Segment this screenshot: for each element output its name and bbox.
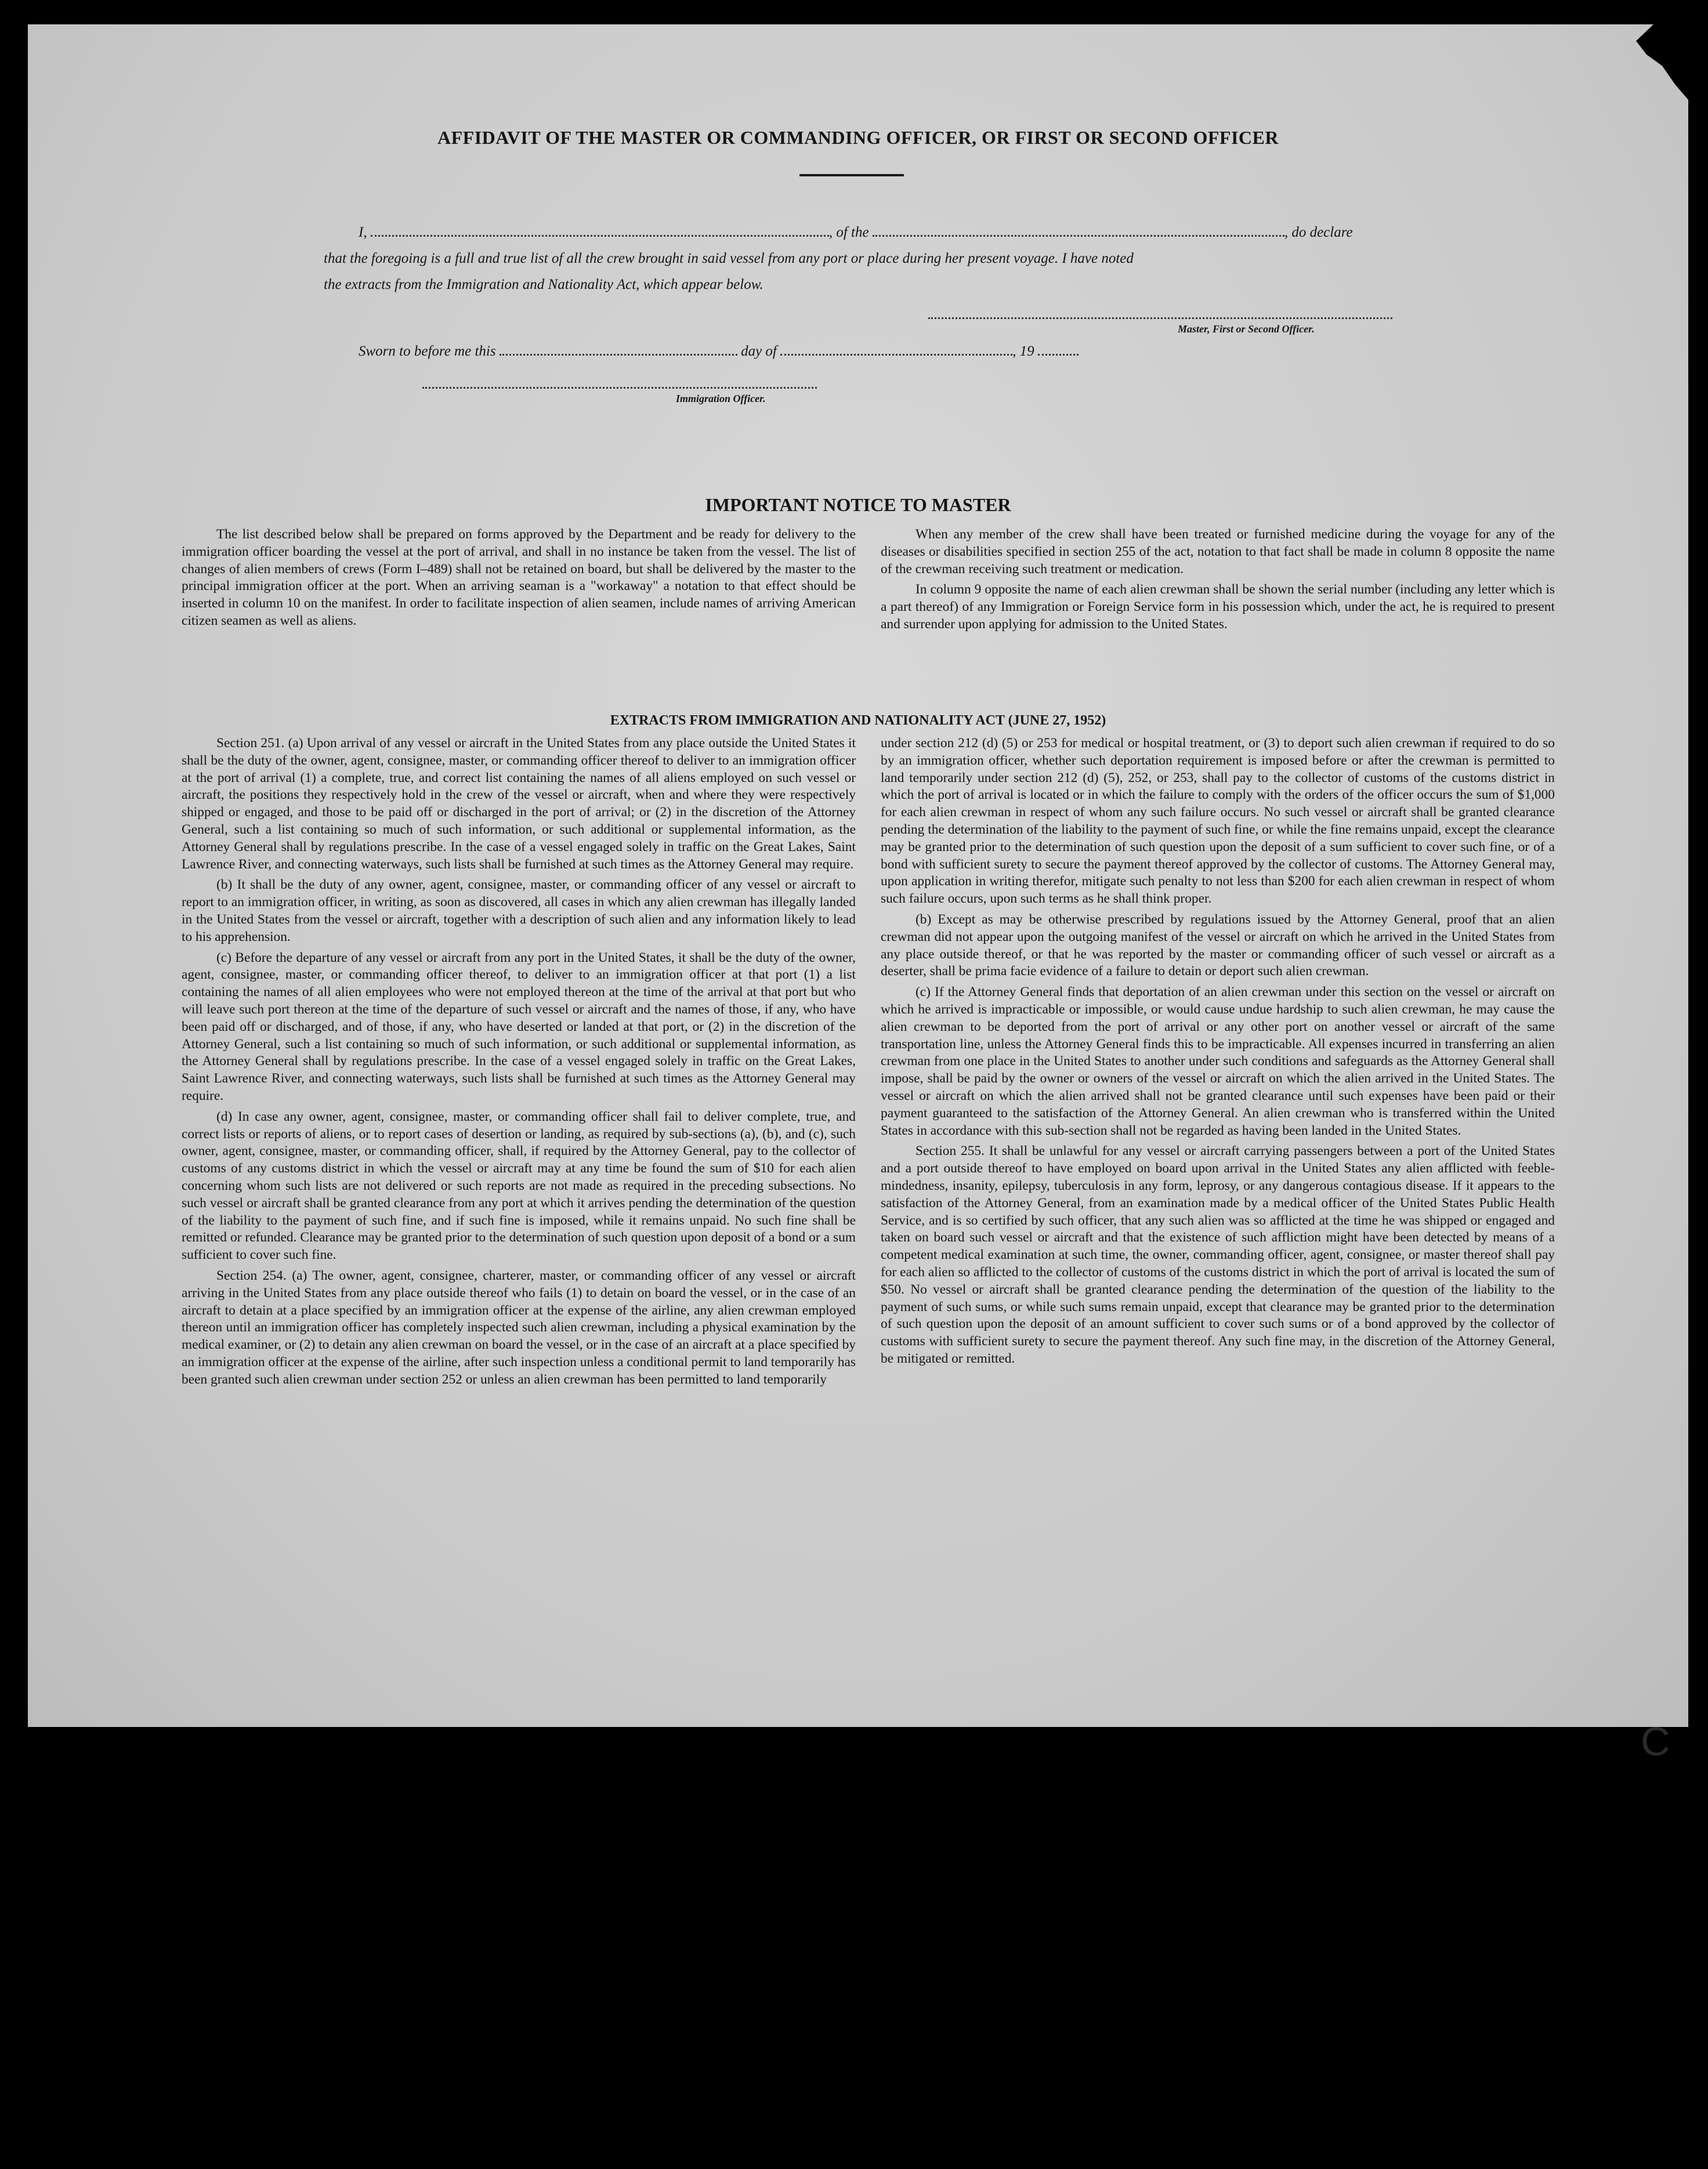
extract-section-251c: (c) Before the departure of any vessel or aircraft from any port in the United States, it shall be the duty of the owner, agent, consignee, master, or commanding officer thereof, to deliver to an immigration officer at that port (1) a list containing the names of all alien employees who were not employed thereon at the time of the arrival at that port but who will leave such port thereon at the time of the departure of such vessel or aircraft and the names of those, if any, who have been paid off or discharged, and of those, if any, who have deserted or landed at that port, or (2) in the discretion of the Attorney General, such a list containing so much of such information, or such additional or supplemental information, as the Attorney General shall by regulations prescribe. In the case of a vessel engaged solely in traffic on the Great Lakes, Saint Lawrence River, and connecting waterways, such lists shall be furnished at such times as the Attorney General may require. [182, 950, 856, 1103]
notice-right-column [881, 526, 1555, 637]
torn-corner [1601, 24, 1688, 100]
officer-label: Immigration Officer. [676, 393, 766, 404]
extract-section-254c: (c) If the Attorney General finds that deportation of an alien crewman under this section on the vessel or aircraft on which he arrived is impracticable or impossible, or would cause undue hardship to such alien crewman, he may cause the alien crewman to be deported from the port of arrival or any other port on another vessel or aircraft of the same transportation line, unless the Attorney General finds this to be impracticable. All expenses incurred in transferring an alien crewman from one place in the United States to another under such conditions and safeguards as the Attorney General shall impose, shall be paid by the owner or owners of the vessel or aircraft on which the alien arrived in the United States. The vessel or aircraft on which the alien arrived shall not be granted clearance until such expenses have been paid or their payment guaranteed to the satisfaction of the Attorney General. An alien crewman who is transferred within the United States in accordance with this sub-section shall not be regarded as having been landed in the United States. [881, 984, 1555, 1138]
affidavit-of-the: , of the [828, 224, 869, 240]
document-page [28, 24, 1688, 1764]
notice-left-column [182, 526, 856, 633]
name-blank [371, 224, 829, 237]
extract-section-254b: (b) Except as may be otherwise prescribed by regulations issued by the Attorney General, proof that an alien crewman did not appear upon the outgoing manifest of the vessel or aircraft on which he arrived in the United States from any place outside thereof, or that he was reported by the master or commanding officer of such vessel or aircraft as a deserter, shall be prima facie evidence of a failure to detain or deport such alien crewman. [881, 911, 1555, 979]
notice-right-paragraph-1: When any member of the crew shall have been treated or furnished medicine during the voyage for any of the diseases or disabilities specified in section 255 of the act, notation to that fact shall be made in column 8 opposite the name of the crewman receiving such treatment or medication. [881, 527, 1555, 577]
extract-section-251d: (d) In case any owner, agent, consignee, master, or commanding officer shall fail to deliver complete, true, and correct lists or reports of aliens, or to report cases of desertion or landing, as required by sub-sections (a), (b), and (c), such owner, agent, consignee, master, or commanding officer, shall, if required by the Attorney General, pay to the collector of customs of any customs district in which the vessel or aircraft may at any time be found the sum of $10 for each alien concerning whom such lists are not delivered or such reports are not made as required in the preceding subsections. No such vessel or aircraft shall be granted clearance from any port at which it arrives pending the determination of the question of the liability to the payment of such fine, and if such fine is imposed, while it remains unpaid. No such fine shall be remitted or refunded. Clearance may be granted prior to the determination of such question upon deposit of a bond or a sum sufficient to cover such fine. [182, 1109, 856, 1263]
notice-left-paragraph: The list described below shall be prepared on forms approved by the Department and be ready for delivery to the immigration officer boarding the vessel at the port of arrival, and shall in no instance be taken from the vessel. The list of changes of alien members of crews (Form I–489) shall not be retained on board, but shall be delivered by the master to the principal immigration officer at the port. When an arriving seaman is a "workaway" a notation to that effect should be inserted in column 10 on the manifest. In order to facilitate inspection of alien seamen, include names of arriving American citizen seamen as well as aliens. [182, 527, 856, 628]
sworn-year: , 19 [1012, 343, 1034, 359]
affidavit-line-2: that the foregoing is a full and true list of all the crew brought in said vessel from any port or place during her present voyage. I have noted [324, 251, 1134, 266]
sworn-year-blank [1038, 343, 1079, 356]
sworn-date-blank [500, 343, 737, 356]
margin-handwritten-mark: C [1641, 1719, 1670, 1764]
extracts-left-column [182, 735, 856, 1392]
affidavit-i: I, [359, 224, 367, 240]
extract-section-251a: Section 251. (a) Upon arrival of any vessel or aircraft in the United States from any place outside the United States it shall be the duty of the owner, agent, consignee, master, or commanding officer thereof to deliver to an immigration officer at the port of arrival (1) a complete, true, and correct list containing the names of all aliens employed on such vessel or aircraft, the positions they respectively hold in the crew of the vessel or aircraft, when and where they were respectively shipped or engaged, and those to be paid off or discharged in the port of arrival; or (2) in the discretion of the Attorney General, such a list containing so much of such information, or such additional or supplemental information, as the Attorney General shall by regulations prescribe. In the case of a vessel engaged solely in traffic on the Great Lakes, Saint Lawrence River, and connecting waterways, such lists shall be furnished at such times as the Attorney General may require. [182, 736, 856, 872]
extract-section-254a: Section 254. (a) The owner, agent, consignee, charterer, master, or commanding officer of any vessel or aircraft arriving in the United States from any place outside thereof who fails (1) to detain on board the vessel, or in the case of an aircraft to detain at a place specified by an immigration officer at the expense of the airline, any alien crewman employed thereon until an immigration officer has completely inspected such alien crewman, including a physical examination by the medical examiner, or (2) to detain any alien crewman on board the vessel, or in the case of an aircraft at a place specified by an immigration officer at the expense of the airline, after such inspection unless a conditional permit to land temporarily has been granted such alien crewman under section 252 or unless an alien crewman has been permitted to land temporarily [182, 1268, 856, 1387]
extract-section-251b: (b) It shall be the duty of any owner, agent, consignee, master, or commanding officer of any vessel or aircraft to report to an immigration officer, in writing, as soon as discovered, all cases in which any alien crewman has illegally landed in the United States from the vessel or aircraft, together with a description of such alien and any information likely to lead to his apprehension. [182, 877, 856, 944]
sworn-month-blank [780, 343, 1012, 356]
affidavit-do-declare: , do declare [1284, 224, 1353, 240]
master-label: Master, First or Second Officer. [1178, 323, 1315, 335]
sworn-day-of: day of [741, 343, 777, 359]
affidavit-line-3: the extracts from the Immigration and Nationality Act, which appear below. [324, 277, 763, 292]
master-signature-line [928, 317, 1392, 319]
extracts-title: EXTRACTS FROM IMMIGRATION AND NATIONALITY ACT (JUNE 27, 1952) [610, 713, 1106, 728]
title-rule [799, 174, 904, 176]
extract-section-254a-cont: under section 212 (d) (5) or 253 for medical or hospital treatment, or (3) to deport such alien crewman if required to do so by an immigration officer, whether such deportation requirement is imposed before or after the crewman is permitted to land temporarily under section 212 (d) (5), 252, or 253, shall pay to the collector of customs of the customs district in which the port of arrival is located or in which the failure to comply with the orders of the officer occurs the sum of $1,000 for each alien crewman in respect of whom any such failure occurs. No such vessel or aircraft shall be granted clearance pending the determination of the liability to the payment of such fine, or while the fine remains unpaid, except the clearance may be granted prior to the determination of such question upon the deposit of a sum sufficient to cover such fine, or of a bond with sufficient surety to secure the payment thereof approved by the collector of customs. The Attorney General may, upon application in writing therefor, mitigate such penalty to not less than $200 for each alien crewman in respect of whom such failure occurs, upon such terms as he shall think proper. [881, 736, 1555, 907]
notice-right-paragraph-2: In column 9 opposite the name of each alien crewman shall be shown the serial number (including any letter which is a part thereof) of any Immigration or Foreign Service form in his possession which, under the act, he is required to present and surrender upon applying for admission to the United States. [881, 582, 1555, 632]
affidavit-line-1 [359, 224, 1353, 241]
officer-signature-line [422, 387, 817, 389]
extracts-right-column [881, 735, 1555, 1371]
extract-section-255: Section 255. It shall be unlawful for any vessel or aircraft carrying passengers between a port of the United States and a port outside thereof to have employed on board upon arrival in the United States any alien afflicted with feeble-mindedness, insanity, epilepsy, tuberculosis in any form, leprosy, or any dangerous contagious disease. If it appears to the satisfaction of the Attorney General, from an examination made by a medical officer of the United States Public Health Service, and is so certified by such officer, that any such alien was so afflicted at the time he was shipped or engaged and taken on board such vessel or aircraft and that the existence of such affliction might have been detected by means of a competent medical examination at such time, the owner, commanding officer, agent, consignee, or master thereof shall pay for each alien so afflicted to the collector of customs of the customs district in which the port of arrival is located the sum of $50. No vessel or aircraft shall be granted clearance pending the determination of the question of the liability to the payment of such sums, or while such sums remain unpaid, except that clearance may be granted prior to the determination of such question upon the deposit of an amount sufficient to cover such sums or of a bond approved by the collector of customs with sufficient surety to secure the payment thereof. Any such fine may, in the discretion of the Attorney General, be mitigated or remitted. [881, 1143, 1555, 1366]
sworn-text: Sworn to before me this [359, 343, 496, 359]
vessel-blank [873, 224, 1284, 237]
notice-title: IMPORTANT NOTICE TO MASTER [705, 494, 1011, 515]
sworn-line [359, 343, 1079, 360]
affidavit-title: AFFIDAVIT OF THE MASTER OR COMMANDING OFFICER, OR FIRST OR SECOND OFFICER [437, 127, 1279, 148]
